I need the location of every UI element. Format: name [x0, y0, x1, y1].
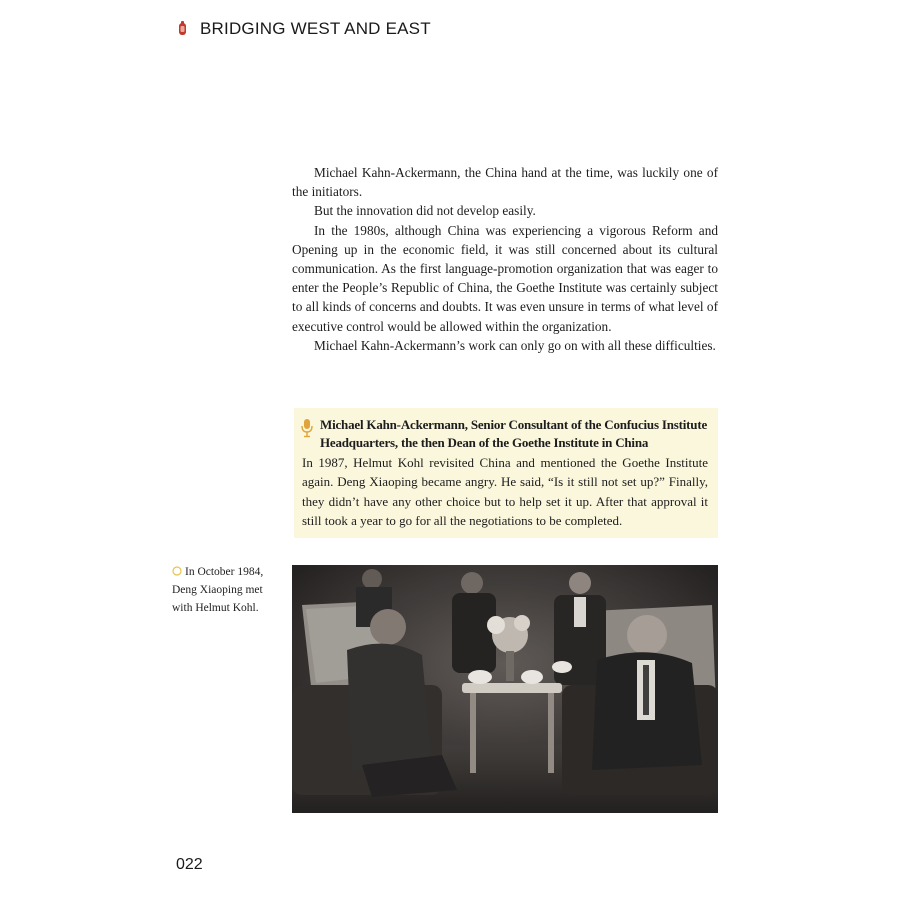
- quote-box: [294, 408, 718, 538]
- quote-header: [300, 416, 708, 452]
- running-header: [176, 18, 431, 40]
- microphone-icon: [300, 418, 314, 438]
- paragraph: Michael Kahn-Ackermann’s work can only go on with all these difficulties.: [314, 337, 716, 353]
- body-text: [292, 163, 718, 355]
- historical-photo: [292, 565, 718, 813]
- quote-speaker: Michael Kahn-Ackermann, Senior Consultant of the Confucius Institute Headquarters, the then Dean of the Goethe Institute in China: [320, 417, 708, 450]
- quote-text: In 1987, Helmut Kohl revisited China and mentioned the Goethe Institute again. Deng Xiaoping became angry. He said, “Is it still not set up?” Finally, they didn’t have any other choice but to help set it up. After that approval it still took a year to go for all the negotiations to be completed.: [302, 455, 708, 528]
- circle-marker-icon: [172, 566, 182, 576]
- page-number: 022: [176, 856, 203, 873]
- seal-icon: [176, 18, 198, 40]
- caption-text: In October 1984, Deng Xiaoping met with Helmut Kohl.: [172, 566, 264, 614]
- header-title: BRIDGING WEST AND EAST: [200, 19, 431, 38]
- paragraph: In the 1980s, although China was experiencing a vigorous Reform and Opening up in the economic field, it was still concerned about its cultural communication. As the first language-promotion organization that was eager to enter the People’s Republic of China, the Goethe Institute was certainly subject to all kinds of concerns and doubts. It was even unsure in terms of what level of executive control would be allowed within the organization.: [292, 222, 718, 334]
- photo-caption: [172, 563, 282, 617]
- paragraph: Michael Kahn-Ackermann, the China hand at the time, was luckily one of the initiators.: [292, 165, 718, 200]
- paragraph: But the innovation did not develop easily.: [314, 203, 536, 219]
